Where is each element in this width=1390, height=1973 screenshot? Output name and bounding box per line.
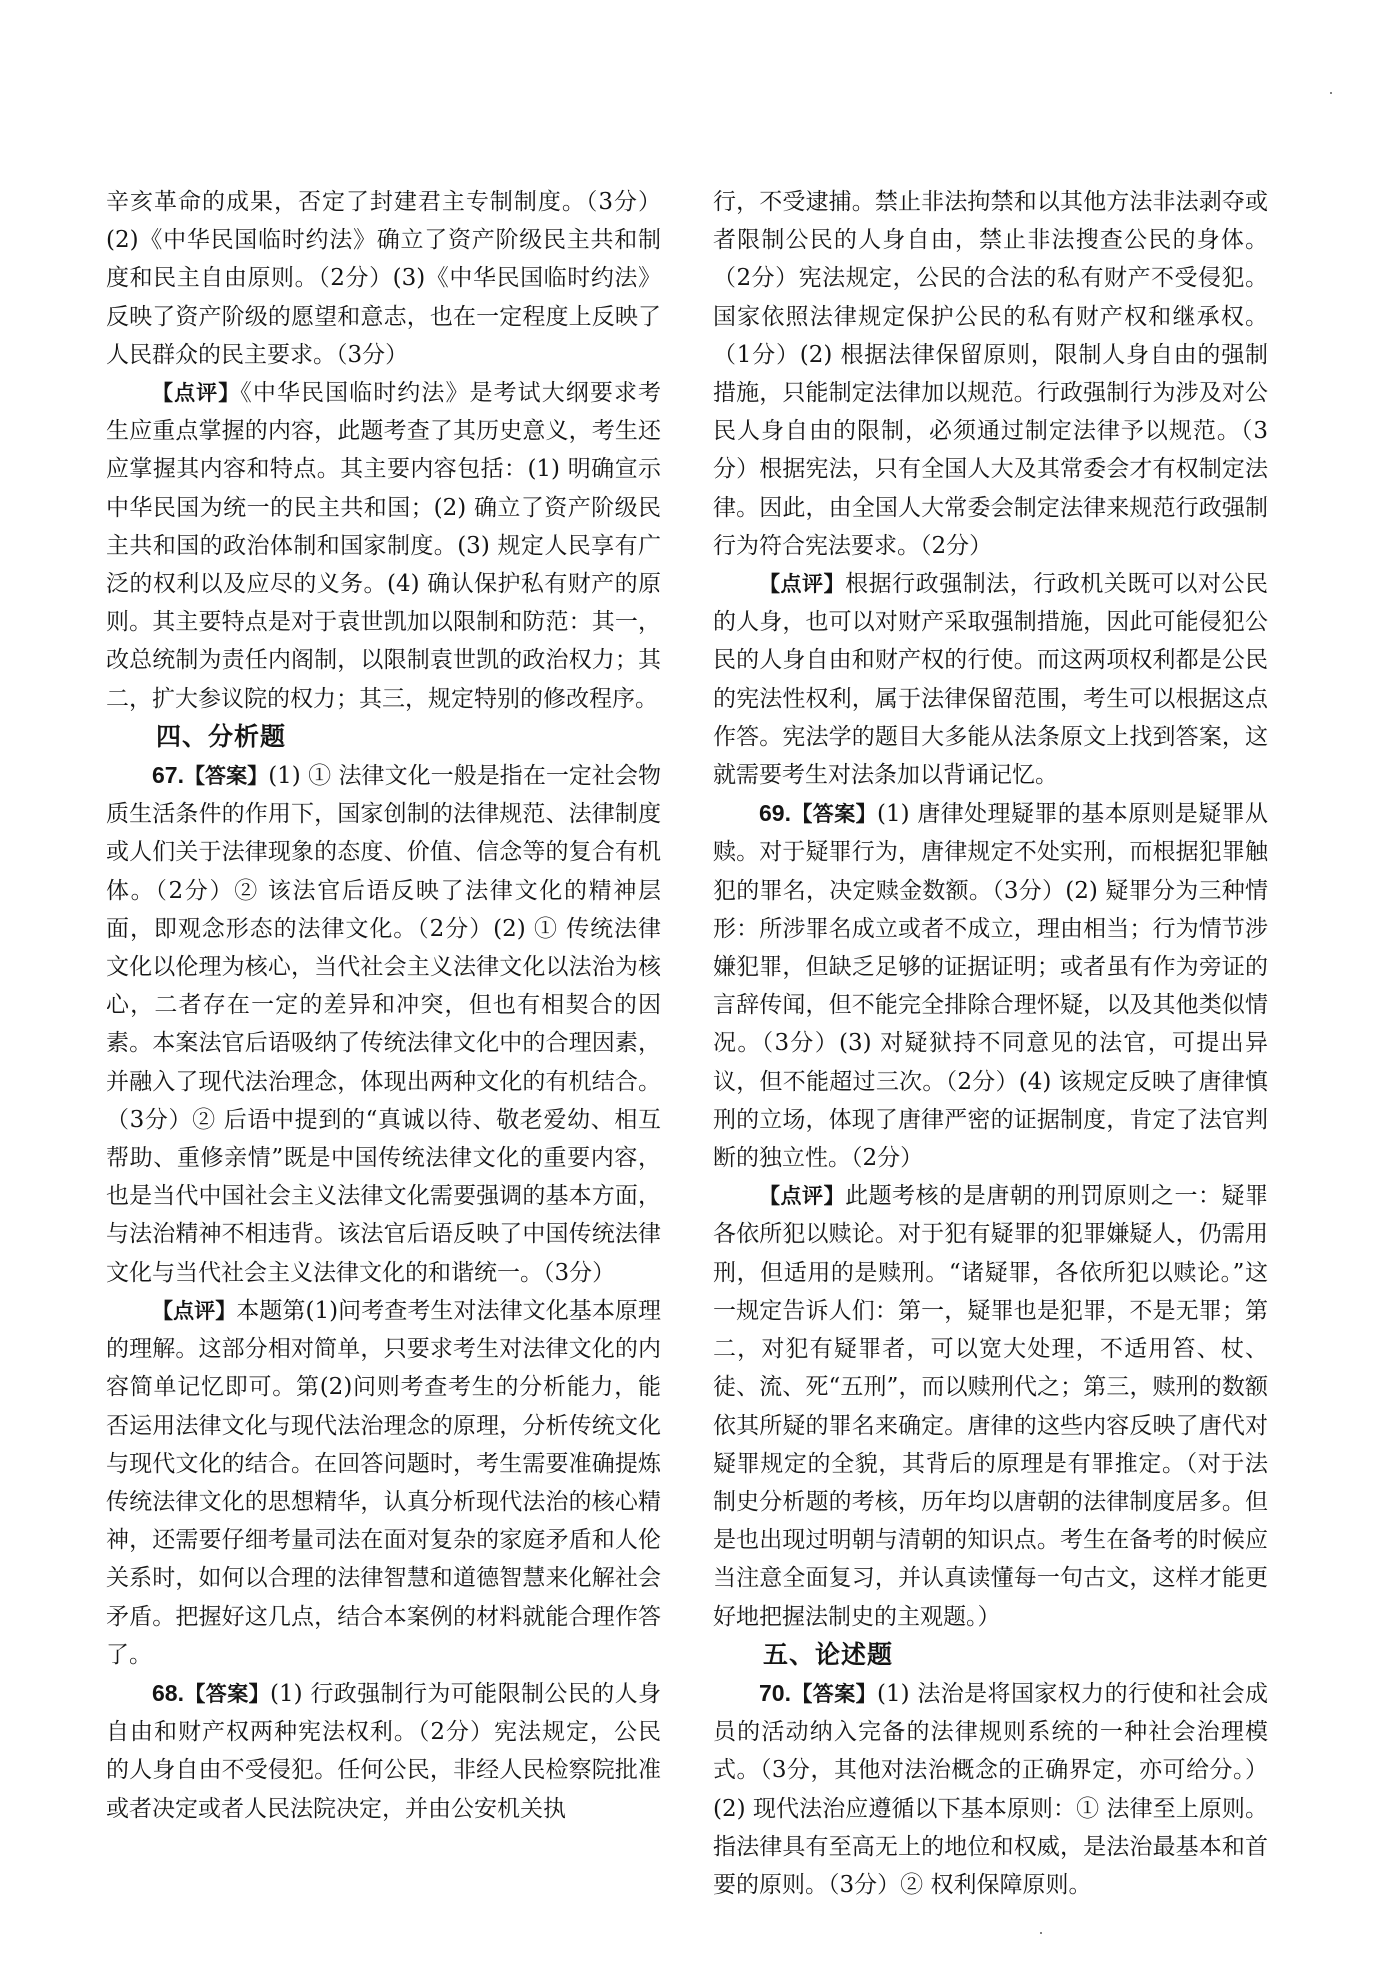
question-number: 67. — [152, 762, 184, 789]
comment-tag: 【点评】 — [152, 1298, 237, 1323]
scan-speck — [1040, 1932, 1042, 1934]
answer-67 — [106, 756, 661, 1292]
section-heading: 四、分析题 — [156, 721, 287, 751]
comment-paragraph — [713, 565, 1268, 794]
comment-tag: 【点评】 — [152, 381, 241, 406]
comment-tag: 【点评】 — [759, 1184, 846, 1209]
right-column — [713, 183, 1268, 1904]
answer-text: (1) 行政强制行为可能限制公民的人身自由和财产权两种宪法权利。（2分）宪法规定，公民的人身自由不受侵犯。任何公民，非经人民检察院批准或者决定或者人民法院决定，并由公安机关执 — [106, 1680, 661, 1822]
comment-paragraph — [713, 1177, 1268, 1635]
answer-68 — [106, 1674, 661, 1828]
comment-text: 根据行政强制法，行政机关既可以对公民的人身，也可以对财产采取强制措施，因此可能侵犯公民的人身自由和财产权的行使。而这两项权利都是公民的宪法性权利，属于法律保留范围，考生可以根据这点作答。宪法学的题目大多能从法条原文上找到答案，这就需要考生对法条加以背诵记忆。 — [713, 571, 1269, 789]
comment-tag: 【点评】 — [759, 572, 846, 597]
question-number: 68. — [152, 1679, 184, 1706]
question-number: 70. — [759, 1679, 791, 1706]
answer-text: (1) 唐律处理疑罪的基本原则是疑罪从赎。对于疑罪行为，唐律规定不处实刑，而根据犯罪触犯的罪名，决定赎金数额。（3分）(2) 疑罪分为三种情形：所涉罪名成立或者不成立，理由相当；行为情节涉嫌犯罪，但缺乏足够的证据证明；或者虽有作为旁证的言辞传闻，但不能完全排除合理怀疑，以及其他类似情况。（3分）(3) 对疑狱持不同意见的法官，可提出异议，但不能超过三次。（2分）(4) 该规定反映了唐律慎刑的立场，体现了唐律严密的证据制度，肯定了法官判断的独立性。（2分） — [713, 801, 1268, 1172]
answer-tag: 【答案】 — [183, 1681, 271, 1706]
comment-text: 本题第(1)问考查考生对法律文化基本原理的理解。这部分相对简单，只要求考生对法律文化的内容简单记忆即可。第(2)问则考查考生的分析能力，能否运用法律文化与现代法治理念的原理，分析传统文化与现代文化的结合。在回答问题时，考生需要准确提炼传统法律文化的思想精华，认真分析现代法治的核心精神，还需要仔细考量司法在面对复杂的家庭矛盾和人伦关系时，如何以合理的法律智慧和道德智慧来化解社会矛盾。把握好这几点，结合本案例的材料就能合理作答了。 — [106, 1297, 661, 1668]
paragraph: 辛亥革命的成果，否定了封建君主专制制度。（3分）(2)《中华民国临时约法》确立了资产阶级民主共和制度和民主自由原则。（2分）(3)《中华民国临时约法》反映了资产阶级的愿望和意志，也在一定程度上反映了人民群众的民主要求。（3分） — [106, 189, 661, 368]
answer-text: (1) 法治是将国家权力的行使和社会成员的活动纳入完备的法律规则系统的一种社会治理模式。（3分，其他对法治概念的正确界定，亦可给分。）(2) 现代法治应遵循以下基本原则：① 法律至上原则。指法律具有至高无上的地位和权威，是法治最基本和首要的原则。（3分）② 权利保障原则。 — [713, 1680, 1268, 1898]
comment-text: 《中华民国临时约法》是考试大纲要求考生应重点掌握的内容，此题考查了其历史意义，考生还应掌握其内容和特点。其主要内容包括：(1) 明确宣示中华民国为统一的民主共和国；(2) 确立了资产阶级民主共和国的政治体制和国家制度。(3) 规定人民享有广泛的权利以及应尽的义务。(4) 确认保护私有财产的原则。其主要特点是对于袁世凯加以限制和防范：其一，改总统制为责任内阁制，以限制袁世凯的政治权力；其二，扩大参议院的权力；其三，规定特别的修改程序。 — [106, 380, 662, 712]
answer-tag: 【答案】 — [183, 764, 269, 789]
scan-speck — [1330, 92, 1332, 94]
answer-text: (1) ① 法律文化一般是指在一定社会物质生活条件的作用下，国家创制的法律规范、法律制度或人们关于法律现象的态度、价值、信念等的复合有机体。（2分）② 该法官后语反映了法律文化的精神层面，即观念形态的法律文化。（2分）(2) ① 传统法律文化以伦理为核心，当代社会主义法律文化以法治为核心，二者存在一定的差异和冲突，但也有相契合的因素。本案法官后语吸纳了传统法律文化中的合理因素，并融入了现代法治理念，体现出两种文化的有机结合。（3分）② 后语中提到的“真诚以待、敬老爱幼、相互帮助、重修亲情”既是中国传统法律文化的重要内容，也是当代中国社会主义法律文化需要强调的基本方面，与法治精神不相违背。该法官后语反映了中国传统法律文化与当代社会主义法律文化的和谐统一。（3分） — [106, 763, 662, 1286]
answer-tag: 【答案】 — [790, 802, 878, 827]
answer-69 — [713, 794, 1268, 1177]
answer-tag: 【答案】 — [790, 1681, 878, 1706]
question-number: 69. — [759, 800, 791, 827]
section-heading: 五、论述题 — [763, 1639, 894, 1669]
comment-text: 此题考核的是唐朝的刑罚原则之一：疑罪各依所犯以赎论。对于犯有疑罪的犯罪嫌疑人，仍需用刑，但适用的是赎刑。“诸疑罪，各依所犯以赎论。”这一规定告诉人们：第一，疑罪也是犯罪，不是无罪；第二，对犯有疑罪者，可以宽大处理，不适用笞、杖、徒、流、死“五刑”，而以赎刑代之；第三，赎刑的数额依其所疑的罪名来确定。唐律的这些内容反映了唐代对疑罪规定的全貌，其背后的原理是有罪推定。（对于法制史分析题的考核，历年均以唐朝的法律制度居多。但是也出现过明朝与清朝的知识点。考生在备考的时候应当注意全面复习，并认真读懂每一句古文，这样才能更好地把握法制史的主观题。） — [713, 1183, 1269, 1630]
answer-70 — [713, 1674, 1268, 1904]
left-column — [106, 183, 661, 1828]
paragraph: 行，不受逮捕。禁止非法拘禁和以其他方法非法剥夺或者限制公民的人身自由，禁止非法搜查公民的身体。（2分）宪法规定，公民的合法的私有财产不受侵犯。国家依照法律规定保护公民的私有财产权和继承权。（1分）(2) 根据法律保留原则，限制人身自由的强制措施，只能制定法律加以规范。行政强制行为涉及对公民人身自由的限制，必须通过制定法律予以规范。（3分）根据宪法，只有全国人大及其常委会才有权制定法律。因此，由全国人大常委会制定法律来规范行政强制行为符合宪法要求。（2分） — [713, 189, 1268, 559]
comment-paragraph — [106, 374, 661, 718]
comment-paragraph — [106, 1292, 661, 1674]
